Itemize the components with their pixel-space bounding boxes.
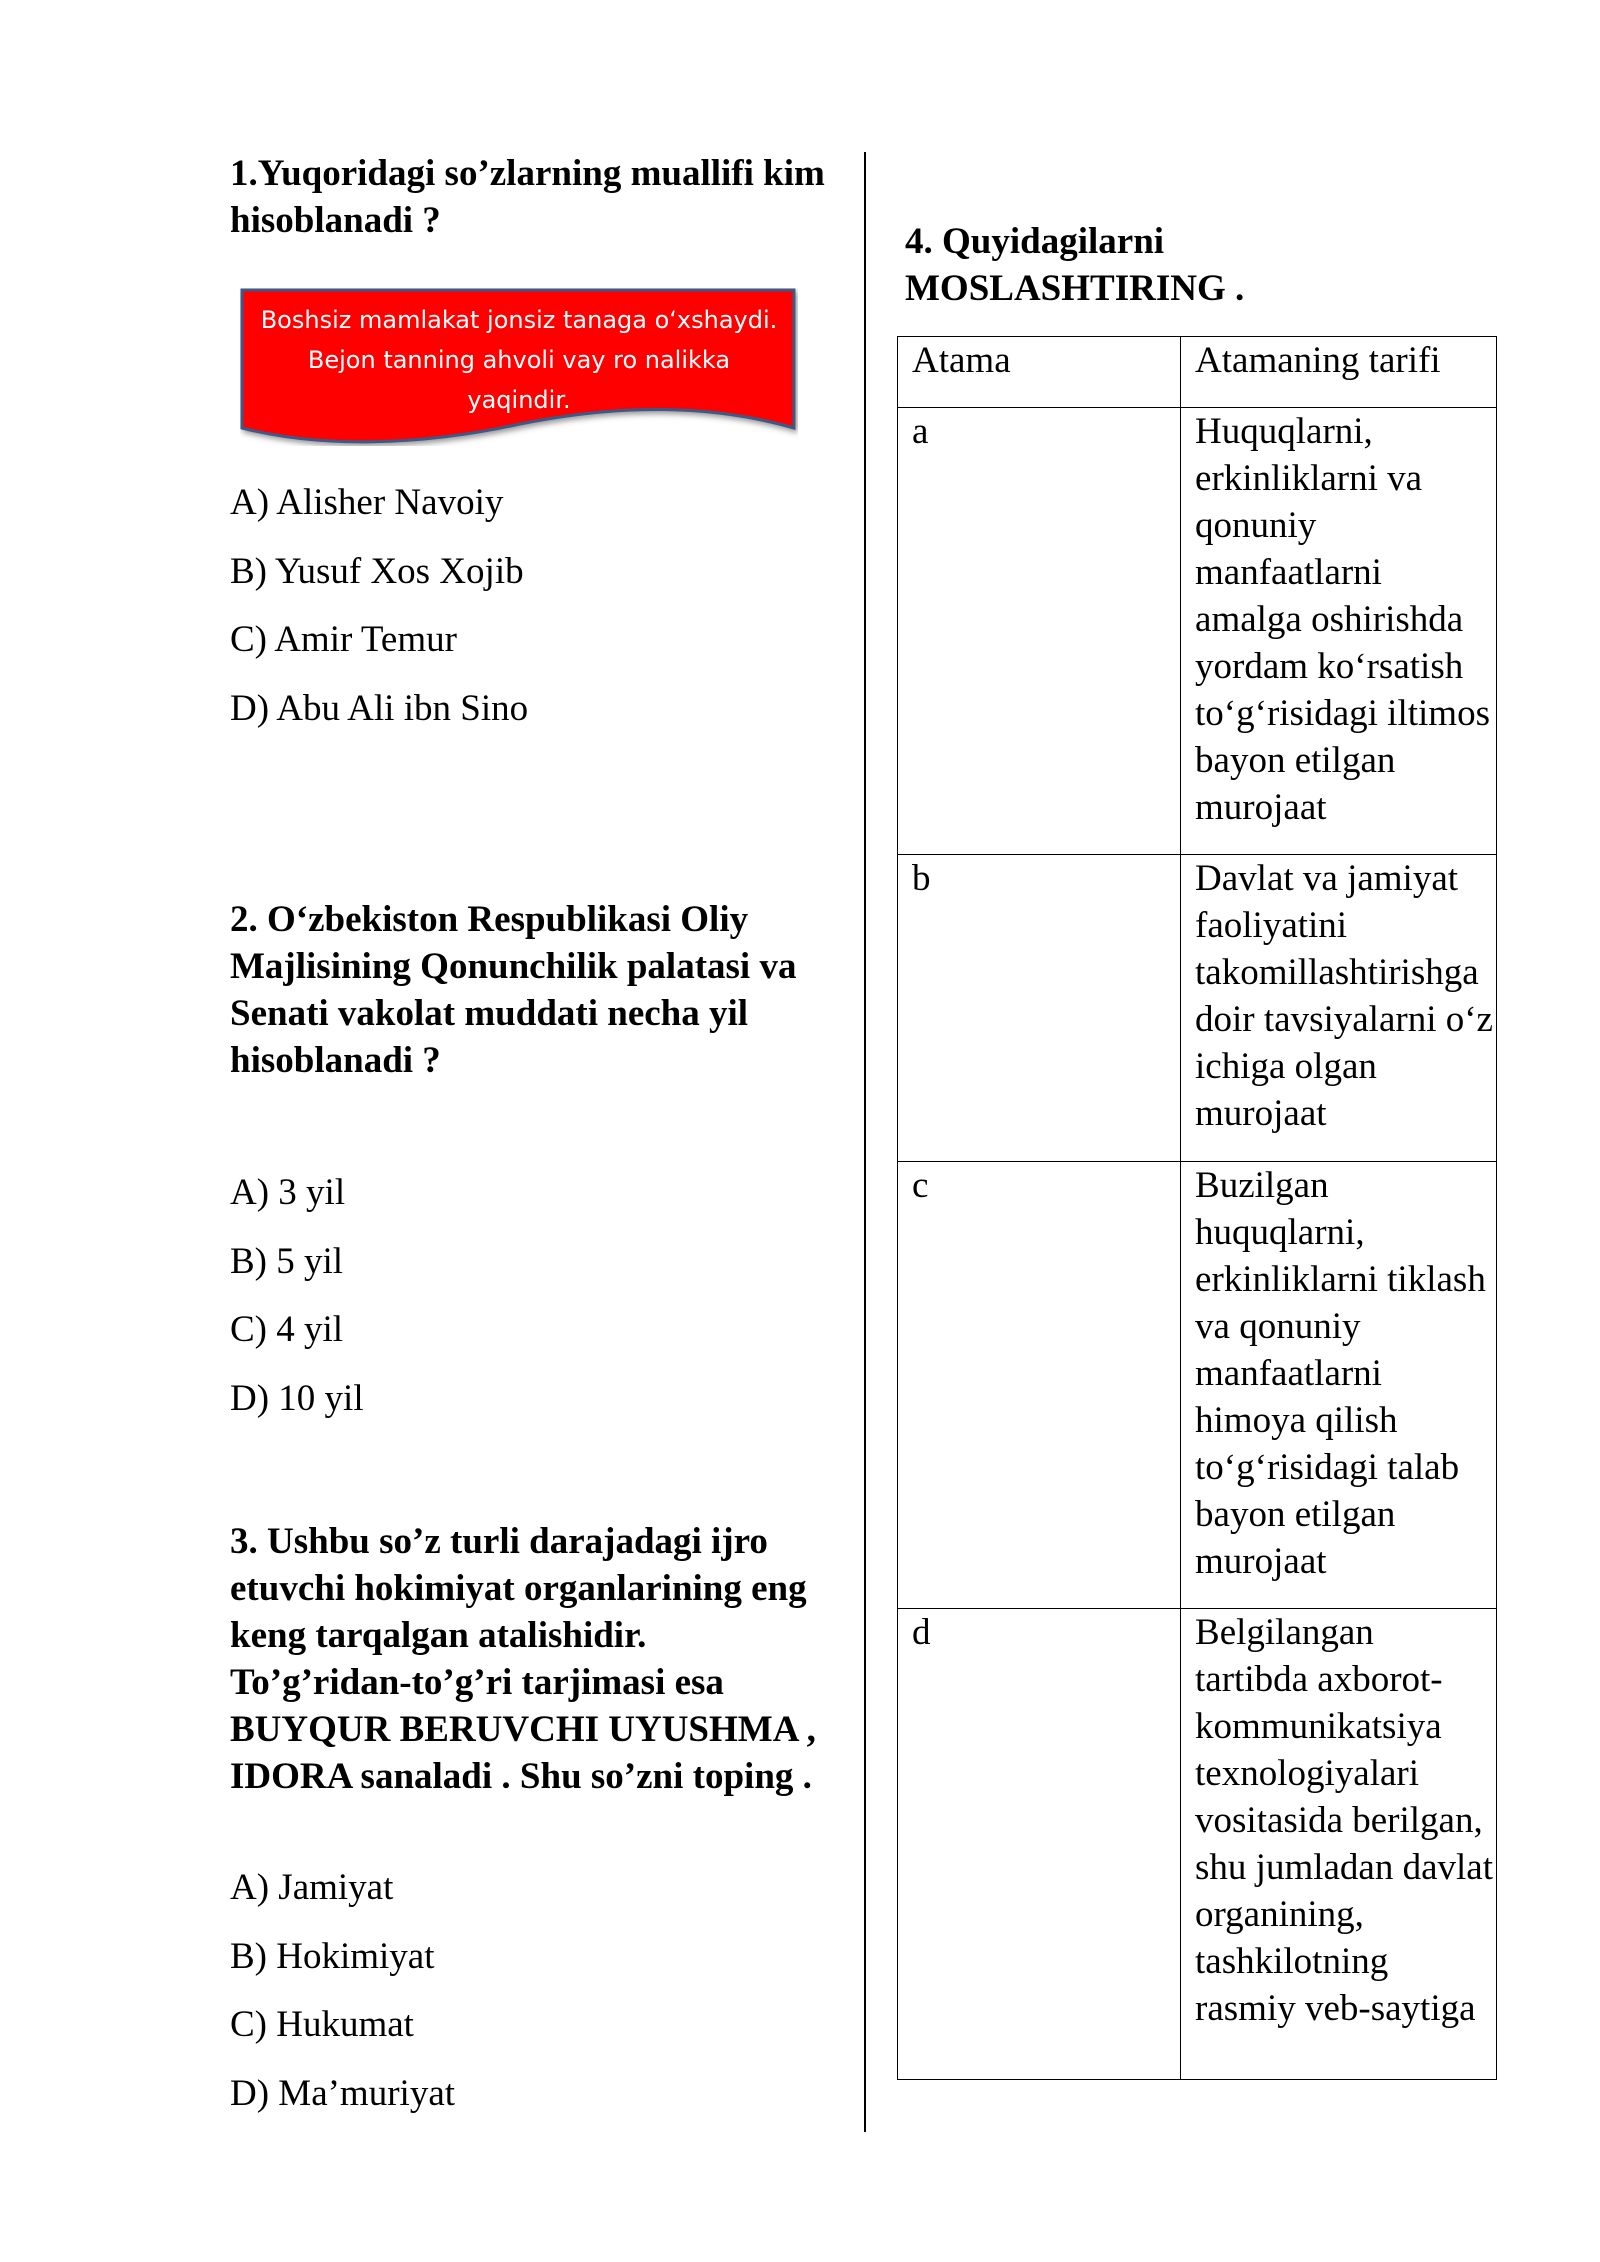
table-row xyxy=(898,408,1497,855)
quote-line-3: yaqindir. xyxy=(467,386,571,414)
row-definition: Belgilangan tartibda axborot-kommunikatsiya texnologiyalari vositasida berilgan, shu jumladan davlat organining, tashkilotning rasmiy veb-saytiga xyxy=(1181,1609,1497,2080)
row-key: a xyxy=(898,408,1181,855)
question-3-options xyxy=(230,1865,455,2139)
question-4-line-1: 4. Quyidagilarni xyxy=(905,221,1165,262)
header-term: Atama xyxy=(898,337,1181,408)
table-row xyxy=(898,1162,1497,1609)
row-key: b xyxy=(898,855,1181,1162)
option-b[interactable]: B) Yusuf Xos Xojib xyxy=(230,550,524,592)
question-3-text: 3. Ushbu so’z turli darajadagi ijro etuvchi hokimiyat organlarining eng keng tarqalgan atalishidir. To’g’ridan-to’g’ri tarjimasi esa BUYQUR BERUVCHI UYUSHMA , IDORA sanaladi . Shu so’zni toping . xyxy=(230,1521,816,1797)
option-d[interactable]: D) Abu Ali ibn Sino xyxy=(230,687,529,729)
table-row xyxy=(898,855,1497,1162)
question-2-options xyxy=(230,1170,364,1444)
option-a[interactable]: A) 3 yil xyxy=(230,1172,346,1213)
question-1-options xyxy=(230,480,528,754)
row-definition: Davlat va jamiyat faoliyatini takomillashtirishga doir tavsiyalarni o‘z ichiga olgan murojaat xyxy=(1181,855,1497,1162)
table-row xyxy=(898,1609,1497,2080)
quote-line-1: Boshsiz mamlakat jonsiz tanaga o‘xshaydi. xyxy=(260,306,778,334)
option-b[interactable]: B) Hokimiyat xyxy=(230,1935,435,1977)
question-4-line-2: MOSLASHTIRING . xyxy=(905,268,1245,309)
quote-banner xyxy=(240,288,798,446)
option-c[interactable]: C) 4 yil xyxy=(230,1309,344,1350)
option-d[interactable]: D) 10 yil xyxy=(230,1377,364,1419)
question-4-text xyxy=(905,218,1505,312)
row-definition: Huquqlarni, erkinliklarni va qonuniy manfaatlarni amalga oshirishda yordam ko‘rsatish to‘g‘risidagi iltimos bayon etilgan murojaat xyxy=(1181,408,1497,855)
option-a[interactable]: A) Alisher Navoiy xyxy=(230,482,504,523)
quote-line-2: Bejon tanning ahvoli vay ro nalikka xyxy=(307,346,731,374)
option-c[interactable]: C) Amir Temur xyxy=(230,619,457,660)
option-c[interactable]: C) Hukumat xyxy=(230,2004,414,2045)
table-header-row xyxy=(898,337,1497,408)
row-definition: Buzilgan huquqlarni, erkinliklarni tiklash va qonuniy manfaatlarni himoya qilish to‘g‘risidagi talab bayon etilgan murojaat xyxy=(1181,1162,1497,1609)
quote-text xyxy=(240,300,798,420)
column-divider xyxy=(864,152,866,2132)
row-key: d xyxy=(898,1609,1181,2080)
header-definition: Atamaning tarifi xyxy=(1181,337,1497,408)
option-a[interactable]: A) Jamiyat xyxy=(230,1867,394,1908)
question-2-text: 2. O‘zbekiston Respublikasi Oliy Majlisining Qonunchilik palatasi va Senati vakolat muddati necha yil hisoblanadi ? xyxy=(230,899,797,1081)
option-b[interactable]: B) 5 yil xyxy=(230,1240,344,1282)
row-key: c xyxy=(898,1162,1181,1609)
question-1-text: 1.Yuqoridagi so’zlarning muallifi kim hisoblanadi ? xyxy=(230,153,825,241)
matching-table xyxy=(897,336,1497,2080)
option-d[interactable]: D) Ma’muriyat xyxy=(230,2072,456,2114)
